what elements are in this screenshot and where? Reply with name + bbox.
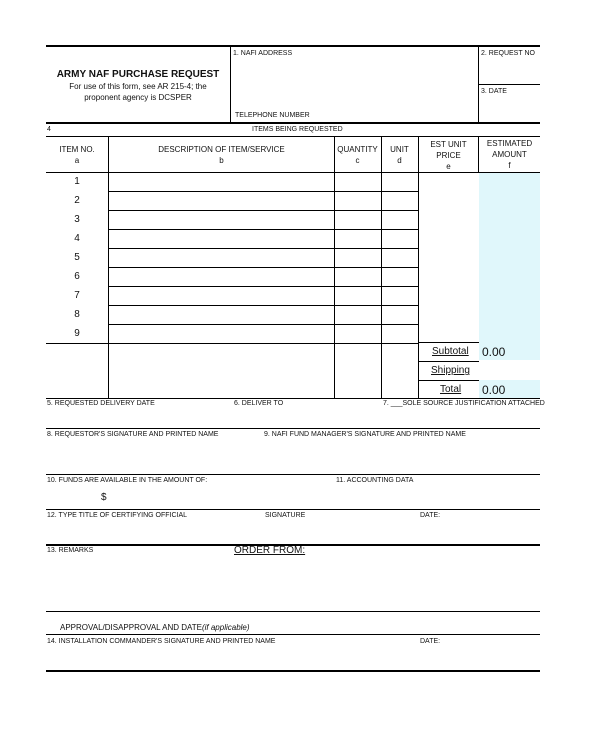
shipping-field[interactable]: Shipping	[431, 365, 470, 376]
form-subtitle-2: proponent agency is DCSPER	[84, 93, 192, 102]
header-divider-1	[230, 46, 231, 122]
grid-v-4	[418, 136, 419, 398]
col-estimated-amount-1: ESTIMATED	[486, 139, 533, 148]
request-date-divider	[478, 84, 540, 85]
item-unit-cell[interactable]	[382, 211, 418, 229]
item-unit-cell[interactable]	[382, 249, 418, 267]
item-quantity-cell[interactable]	[335, 287, 381, 305]
col-unit-sub: d	[397, 156, 402, 165]
item-description-cell[interactable]	[109, 249, 334, 267]
items-section-title: ITEMS BEING REQUESTED	[252, 126, 343, 133]
total-value: 0.00	[482, 383, 506, 397]
items-title-divider	[46, 136, 540, 137]
item-unit-cell[interactable]	[382, 325, 418, 343]
date-field[interactable]: 3. DATE	[481, 88, 507, 95]
estimated-amount-fill	[479, 172, 540, 360]
divider-8-10	[46, 474, 540, 475]
divider-10-12	[46, 509, 540, 510]
col-description-sub: b	[219, 156, 224, 165]
total-label: Total	[440, 384, 462, 395]
bottom-border	[46, 670, 540, 672]
item-unit-cell[interactable]	[382, 306, 418, 324]
item-number: 5	[74, 252, 80, 263]
certifying-date-field[interactable]: DATE:	[420, 512, 441, 519]
funds-available-field[interactable]: 10. FUNDS ARE AVAILABLE IN THE AMOUNT OF:	[47, 477, 208, 484]
form-subtitle-1: For use of this form, see AR 215-4; the	[69, 82, 207, 91]
item-number: 3	[74, 214, 80, 225]
form-title: ARMY NAF PURCHASE REQUEST	[56, 69, 220, 80]
sole-source-checkbox[interactable]: 7. ___SOLE SOURCE JUSTIFICATION ATTACHED	[383, 400, 545, 407]
col-estimated-amount-2: AMOUNT	[492, 150, 527, 159]
item-quantity-cell[interactable]	[335, 325, 381, 343]
commander-date-field[interactable]: DATE:	[420, 638, 441, 645]
item-quantity-cell[interactable]	[335, 192, 381, 210]
divider-approval-14	[46, 634, 540, 635]
subtotal-top-line	[418, 342, 479, 343]
deliver-to-field[interactable]: 6. DELIVER TO	[234, 400, 284, 407]
item-number: 2	[74, 195, 80, 206]
item-description-cell[interactable]	[109, 306, 334, 324]
col-est-unit-price-1: EST UNIT	[430, 140, 467, 149]
col-quantity: QUANTITY	[337, 145, 378, 154]
item-quantity-cell[interactable]	[335, 173, 381, 191]
item-description-cell[interactable]	[109, 287, 334, 305]
item-description-cell[interactable]	[109, 173, 334, 191]
top-border	[46, 45, 540, 47]
request-no-field[interactable]: 2. REQUEST NO	[481, 50, 535, 57]
item-description-cell[interactable]	[109, 192, 334, 210]
item-quantity-cell[interactable]	[335, 268, 381, 286]
item-quantity-cell[interactable]	[335, 230, 381, 248]
nafi-address-field[interactable]: 1. NAFI ADDRESS	[233, 50, 293, 57]
col-item-no: ITEM NO.	[59, 145, 95, 154]
item-number: 8	[74, 309, 80, 320]
item-unit-cell[interactable]	[382, 287, 418, 305]
item-description-cell[interactable]	[109, 230, 334, 248]
table-bottom-border	[46, 398, 540, 399]
divider-13-approval	[46, 611, 540, 612]
row-divider-left	[46, 343, 108, 344]
telephone-field[interactable]: TELEPHONE NUMBER	[235, 112, 310, 119]
col-est-unit-price-2: PRICE	[436, 151, 461, 160]
item-number: 7	[74, 290, 80, 301]
item-number: 1	[74, 176, 80, 187]
item-description-cell[interactable]	[109, 325, 334, 343]
shipping-top-line	[418, 361, 479, 362]
order-from-label: ORDER FROM:	[234, 545, 306, 556]
remarks-field[interactable]: 13. REMARKS	[47, 547, 94, 554]
subtotal-label: Subtotal	[432, 346, 469, 357]
item-description-cell[interactable]	[109, 268, 334, 286]
row-divider	[108, 343, 418, 344]
signature-field[interactable]: SIGNATURE	[265, 512, 306, 519]
item-quantity-cell[interactable]	[335, 306, 381, 324]
col-quantity-sub: c	[355, 156, 360, 165]
item-unit-cell[interactable]	[382, 268, 418, 286]
total-top-line	[418, 380, 479, 381]
header-bottom-border	[46, 122, 540, 124]
item-number: 4	[74, 233, 80, 244]
item-quantity-cell[interactable]	[335, 211, 381, 229]
subtotal-value: 0.00	[482, 345, 506, 359]
requested-delivery-date-field[interactable]: 5. REQUESTED DELIVERY DATE	[47, 400, 155, 407]
item-number: 6	[74, 271, 80, 282]
fund-manager-signature-field[interactable]: 9. NAFI FUND MANAGER'S SIGNATURE AND PRINTED NAME	[264, 431, 466, 438]
approval-label: APPROVAL/DISAPPROVAL AND DATE(if applicable)	[60, 623, 250, 632]
accounting-data-field[interactable]: 11. ACCOUNTING DATA	[336, 477, 414, 484]
item-number: 9	[74, 328, 80, 339]
dollar-sign: $	[101, 492, 107, 503]
col-est-unit-price-sub: e	[446, 162, 451, 171]
commander-signature-field[interactable]: 14. INSTALLATION COMMANDER'S SIGNATURE AND PRINTED NAME	[47, 638, 276, 645]
items-section-number: 4	[47, 126, 51, 133]
col-item-no-sub: a	[74, 156, 80, 165]
item-quantity-cell[interactable]	[335, 249, 381, 267]
certifying-official-field[interactable]: 12. TYPE TITLE OF CERTIFYING OFFICIAL	[47, 512, 188, 519]
item-unit-cell[interactable]	[382, 173, 418, 191]
item-description-cell[interactable]	[109, 211, 334, 229]
grid-v-5	[478, 136, 479, 172]
item-unit-cell[interactable]	[382, 230, 418, 248]
requestor-signature-field[interactable]: 8. REQUESTOR'S SIGNATURE AND PRINTED NAME	[47, 431, 219, 438]
divider-5-8	[46, 428, 540, 429]
item-unit-cell[interactable]	[382, 192, 418, 210]
col-description: DESCRIPTION OF ITEM/SERVICE	[158, 145, 285, 154]
col-unit: UNIT	[390, 145, 409, 154]
col-estimated-amount-sub: f	[508, 161, 511, 170]
